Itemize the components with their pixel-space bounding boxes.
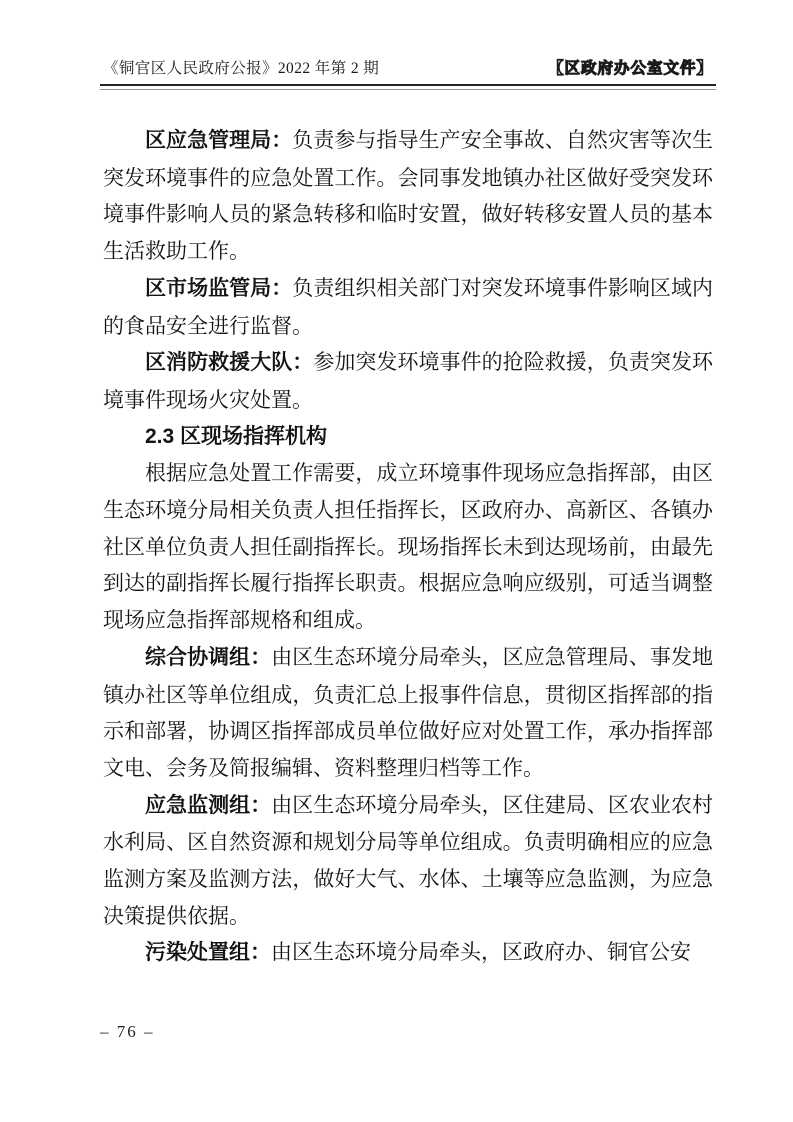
paragraph-emergency-management-bureau <box>103 122 713 270</box>
paragraph-text: 负责参与指导生产安全事故、自然灾害等次生突发环境事件的应急处置工作。会同事发地镇办社区做好受突发环境事件影响人员的紧急转移和临时安置，做好转移安置人员的基本生活救助工作。 <box>103 128 714 264</box>
header-rule <box>100 84 716 90</box>
bold-lead: 污染处置组： <box>145 941 271 965</box>
paragraph-text: 负责组织相关部门对突发环境事件影响区域内的食品安全进行监督。 <box>103 275 714 338</box>
paragraph-coordination-group <box>103 639 713 787</box>
header-gazette-title: 《铜官区人民政府公报》2022 年第 2 期 <box>103 60 380 77</box>
bold-lead: 综合协调组： <box>145 645 272 669</box>
paragraph-text: 参加突发环境事件的抢险救援，负责突发环境事件现场火灾处置。 <box>103 350 714 412</box>
bold-lead: 区消防救援大队： <box>145 351 314 375</box>
paragraph-onsite-command <box>103 455 713 639</box>
paragraph-pollution-disposal-group <box>103 934 713 972</box>
page-footer <box>100 1022 155 1042</box>
paragraph-text: 由区生态环境分局牵头，区政府办、铜官公安 <box>271 940 691 965</box>
paragraph-text: 由区生态环境分局牵头，区住建局、区农业农村水利局、区自然资源和规划分局等单位组成。负责明确相应的应急监测方案及监测方法，做好大气、水体、土壤等应急监测，为应急决策提供依据。 <box>103 792 714 928</box>
paragraph-fire-rescue-brigade <box>103 344 713 418</box>
section-heading-2-3: 2.3 区现场指挥机构 <box>145 424 328 448</box>
bold-lead: 应急监测组： <box>145 793 272 817</box>
paragraph-market-supervision-bureau <box>103 270 713 344</box>
paragraph-monitoring-group <box>103 787 713 935</box>
document-body <box>103 122 713 972</box>
header-doc-category: 【区政府办公室文件】 <box>547 60 713 77</box>
paragraph-text: 由区生态环境分局牵头，区应急管理局、事发地镇办社区等单位组成，负责汇总上报事件信息，贯彻区指挥部的指示和部署，协调区指挥部成员单位做好应对处置工作，承办指挥部文电、会务及简报编辑、资料整理归档等工作。 <box>103 644 714 780</box>
page-number: – 76 – <box>100 1022 155 1041</box>
page-header <box>103 56 713 78</box>
paragraph-text: 根据应急处置工作需要，成立环境事件现场应急指挥部，由区生态环境分局相关负责人担任指挥长，区政府办、高新区、各镇办社区单位负责人担任副指挥长。现场指挥长未到达现场前，由最先到达的副指挥长履行指挥长职责。根据应急响应级别，可适当调整现场应急指挥部规格和组成。 <box>103 461 713 633</box>
bold-lead: 区应急管理局： <box>145 129 293 152</box>
bold-lead: 区市场监管局： <box>145 276 293 300</box>
